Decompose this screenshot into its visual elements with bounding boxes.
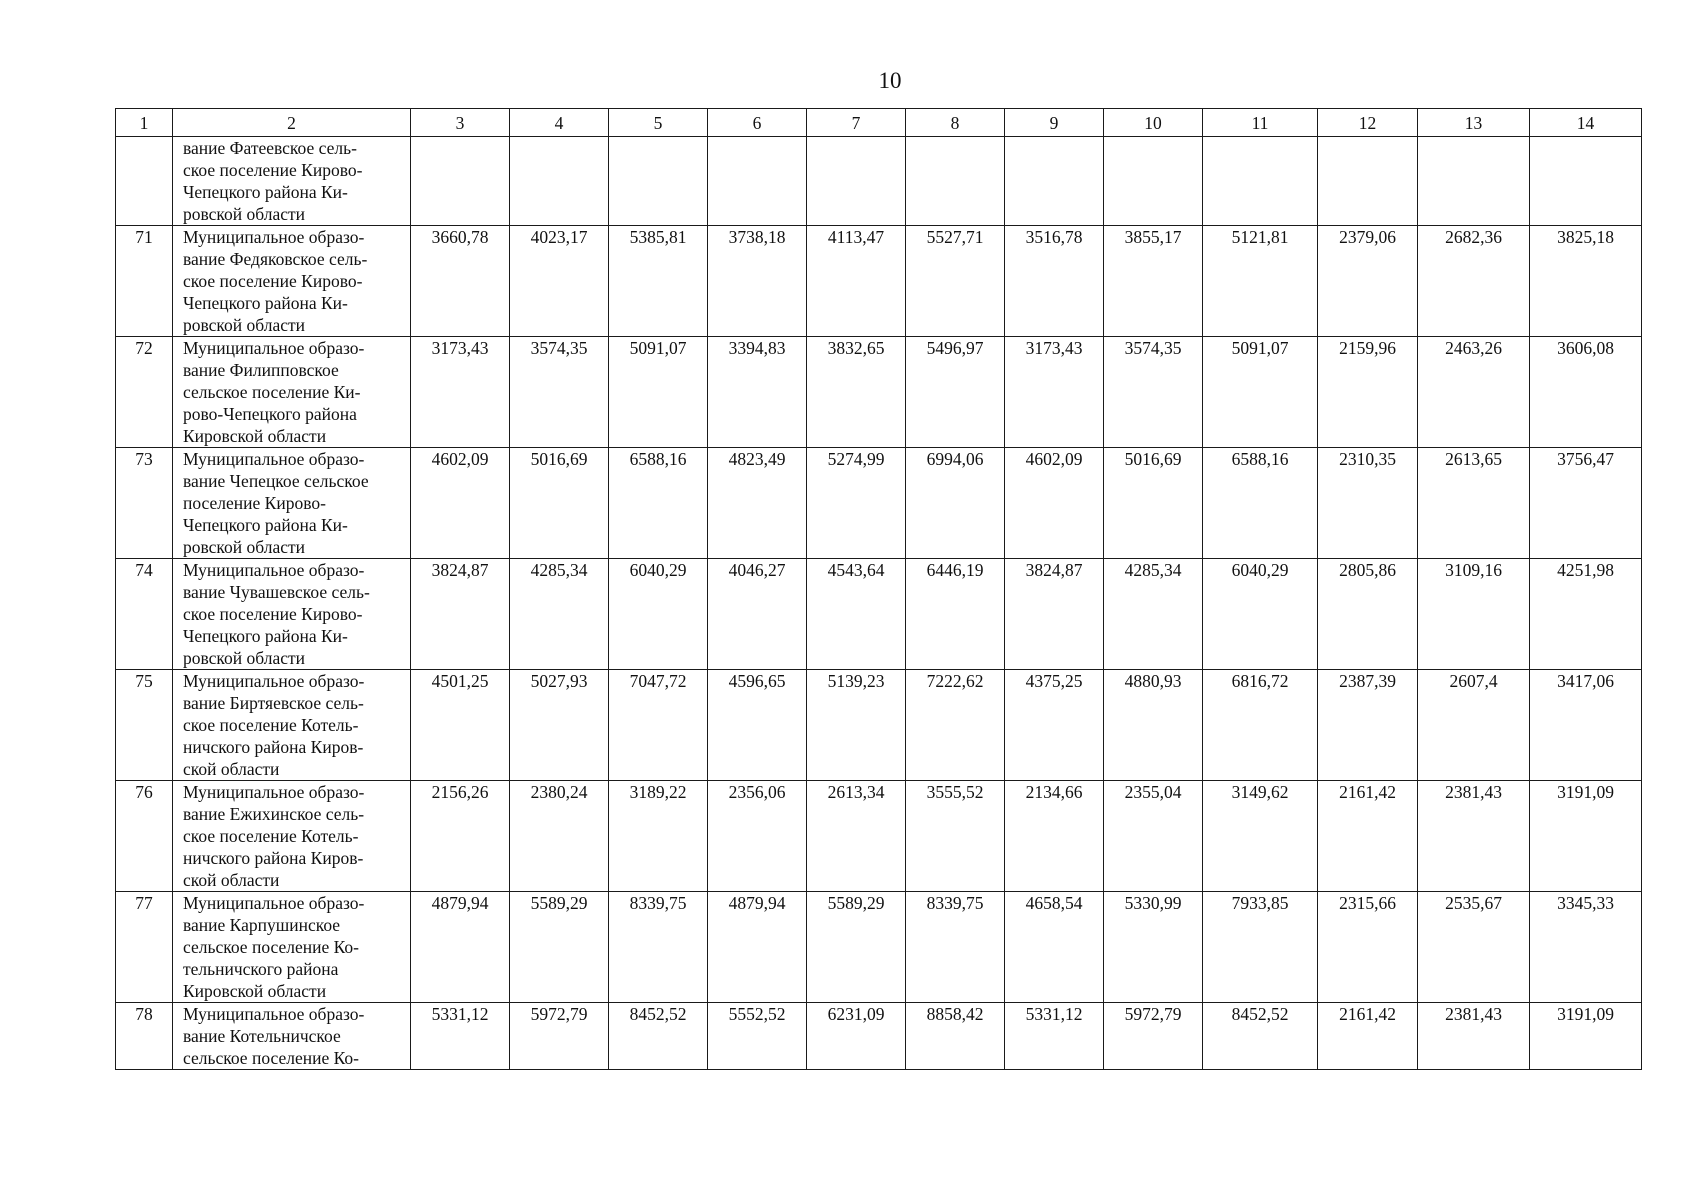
- value-cell-col-12: 2310,35: [1318, 448, 1418, 559]
- value-cell-col-3: 2156,26: [411, 781, 510, 892]
- row-name-line: ское поселение Кирово-: [183, 160, 363, 180]
- row-name-line: Муниципальное образо-: [183, 560, 365, 580]
- column-header-13: 13: [1418, 109, 1530, 137]
- row-name-line: Муниципальное образо-: [183, 671, 365, 691]
- value-cell-col-6: 4879,94: [708, 892, 807, 1003]
- value-cell-col-9: 5331,12: [1005, 1003, 1104, 1070]
- value-cell-col-11: [1203, 137, 1318, 226]
- value-cell-col-5: 6040,29: [609, 559, 708, 670]
- value-cell-col-4: 4285,34: [510, 559, 609, 670]
- row-name-line: сельское поселение Ко-: [183, 1048, 359, 1068]
- value-cell-col-9: 4375,25: [1005, 670, 1104, 781]
- value-cell-col-10: 3855,17: [1104, 226, 1203, 337]
- value-cell-col-10: 3574,35: [1104, 337, 1203, 448]
- value-cell-col-5: 7047,72: [609, 670, 708, 781]
- value-cell-col-8: 3555,52: [906, 781, 1005, 892]
- value-cell-col-4: 5027,93: [510, 670, 609, 781]
- value-cell-col-14: 3191,09: [1530, 781, 1642, 892]
- value-cell-col-6: 3738,18: [708, 226, 807, 337]
- table-row: [116, 1003, 1642, 1070]
- row-name-line: тельничского района: [183, 959, 339, 979]
- column-header-11: 11: [1203, 109, 1318, 137]
- value-cell-col-14: 3191,09: [1530, 1003, 1642, 1070]
- value-cell-col-14: 3825,18: [1530, 226, 1642, 337]
- value-cell-col-5: 6588,16: [609, 448, 708, 559]
- table-row: [116, 892, 1642, 1003]
- row-index: 77: [116, 892, 173, 1003]
- value-cell-col-14: 3417,06: [1530, 670, 1642, 781]
- value-cell-col-4: 5016,69: [510, 448, 609, 559]
- row-name-line: сельское поселение Ко-: [183, 937, 359, 957]
- value-cell-col-12: 2161,42: [1318, 1003, 1418, 1070]
- row-name-line: ской области: [183, 870, 280, 890]
- value-cell-col-8: 5496,97: [906, 337, 1005, 448]
- value-cell-col-5: 8452,52: [609, 1003, 708, 1070]
- row-name-line: вание Фатеевское сель-: [183, 138, 357, 158]
- row-name-line: поселение Кирово-: [183, 493, 326, 513]
- column-header-9: 9: [1005, 109, 1104, 137]
- row-name-line: Муниципальное образо-: [183, 1004, 365, 1024]
- row-name: [173, 559, 411, 670]
- row-name-line: Муниципальное образо-: [183, 338, 365, 358]
- row-name-line: сельское поселение Ки-: [183, 382, 361, 402]
- value-cell-col-7: 5589,29: [807, 892, 906, 1003]
- row-index: 72: [116, 337, 173, 448]
- row-name: [173, 781, 411, 892]
- value-cell-col-7: 2613,34: [807, 781, 906, 892]
- value-cell-col-12: [1318, 137, 1418, 226]
- value-cell-col-7: 5139,23: [807, 670, 906, 781]
- value-cell-col-5: 5385,81: [609, 226, 708, 337]
- row-name-line: ское поселение Кирово-: [183, 271, 363, 291]
- row-index: 74: [116, 559, 173, 670]
- value-cell-col-11: 8452,52: [1203, 1003, 1318, 1070]
- value-cell-col-5: 3189,22: [609, 781, 708, 892]
- value-cell-col-13: 2607,4: [1418, 670, 1530, 781]
- value-cell-col-6: 3394,83: [708, 337, 807, 448]
- value-cell-col-6: [708, 137, 807, 226]
- value-cell-col-12: 2805,86: [1318, 559, 1418, 670]
- value-cell-col-12: 2159,96: [1318, 337, 1418, 448]
- data-table: [115, 108, 1642, 1070]
- row-name-line: вание Карпушинское: [183, 915, 341, 935]
- value-cell-col-10: 5016,69: [1104, 448, 1203, 559]
- row-name-line: Чепецкого района Ки-: [183, 515, 348, 535]
- value-cell-col-4: 5589,29: [510, 892, 609, 1003]
- value-cell-col-7: 3832,65: [807, 337, 906, 448]
- value-cell-col-3: 5331,12: [411, 1003, 510, 1070]
- row-name: [173, 448, 411, 559]
- row-name-line: ское поселение Котель-: [183, 826, 359, 846]
- value-cell-col-8: 8339,75: [906, 892, 1005, 1003]
- value-cell-col-10: 5972,79: [1104, 1003, 1203, 1070]
- value-cell-col-6: 5552,52: [708, 1003, 807, 1070]
- value-cell-col-12: 2161,42: [1318, 781, 1418, 892]
- value-cell-col-7: 4543,64: [807, 559, 906, 670]
- value-cell-col-3: 3824,87: [411, 559, 510, 670]
- value-cell-col-5: 8339,75: [609, 892, 708, 1003]
- row-name: [173, 226, 411, 337]
- value-cell-col-7: 5274,99: [807, 448, 906, 559]
- table-header-row: [116, 109, 1642, 137]
- value-cell-col-3: 4602,09: [411, 448, 510, 559]
- column-header-3: 3: [411, 109, 510, 137]
- value-cell-col-9: 2134,66: [1005, 781, 1104, 892]
- value-cell-col-11: 6588,16: [1203, 448, 1318, 559]
- row-index: 78: [116, 1003, 173, 1070]
- value-cell-col-3: 3660,78: [411, 226, 510, 337]
- table-row: [116, 448, 1642, 559]
- row-name: [173, 137, 411, 226]
- value-cell-col-3: [411, 137, 510, 226]
- value-cell-col-12: 2379,06: [1318, 226, 1418, 337]
- value-cell-col-11: 6040,29: [1203, 559, 1318, 670]
- row-name-line: Муниципальное образо-: [183, 782, 365, 802]
- value-cell-col-9: 4658,54: [1005, 892, 1104, 1003]
- value-cell-col-3: 4879,94: [411, 892, 510, 1003]
- table-row: [116, 781, 1642, 892]
- value-cell-col-7: [807, 137, 906, 226]
- value-cell-col-4: 5972,79: [510, 1003, 609, 1070]
- value-cell-col-6: 2356,06: [708, 781, 807, 892]
- value-cell-col-6: 4823,49: [708, 448, 807, 559]
- value-cell-col-13: 2682,36: [1418, 226, 1530, 337]
- page-number: 10: [878, 68, 902, 93]
- value-cell-col-14: 3756,47: [1530, 448, 1642, 559]
- value-cell-col-10: [1104, 137, 1203, 226]
- value-cell-col-14: 3345,33: [1530, 892, 1642, 1003]
- table-row: [116, 559, 1642, 670]
- column-header-14: 14: [1530, 109, 1642, 137]
- column-header-2: 2: [173, 109, 411, 137]
- row-name-line: вание Филипповское: [183, 360, 339, 380]
- column-header-10: 10: [1104, 109, 1203, 137]
- value-cell-col-8: 5527,71: [906, 226, 1005, 337]
- value-cell-col-13: 3109,16: [1418, 559, 1530, 670]
- row-name-line: ское поселение Котель-: [183, 715, 359, 735]
- column-header-8: 8: [906, 109, 1005, 137]
- value-cell-col-3: 3173,43: [411, 337, 510, 448]
- value-cell-col-12: 2387,39: [1318, 670, 1418, 781]
- row-name-line: вание Чувашевское сель-: [183, 582, 370, 602]
- row-name: [173, 1003, 411, 1070]
- row-name-line: Муниципальное образо-: [183, 893, 365, 913]
- value-cell-col-13: 2613,65: [1418, 448, 1530, 559]
- row-name-line: Кировской области: [183, 426, 327, 446]
- column-header-7: 7: [807, 109, 906, 137]
- value-cell-col-9: 3173,43: [1005, 337, 1104, 448]
- table-row: [116, 137, 1642, 226]
- value-cell-col-11: 5091,07: [1203, 337, 1318, 448]
- value-cell-col-11: 7933,85: [1203, 892, 1318, 1003]
- value-cell-col-8: [906, 137, 1005, 226]
- row-name-line: Чепецкого района Ки-: [183, 626, 348, 646]
- value-cell-col-14: [1530, 137, 1642, 226]
- row-name: [173, 892, 411, 1003]
- value-cell-col-13: [1418, 137, 1530, 226]
- row-name: [173, 670, 411, 781]
- row-name-line: Муниципальное образо-: [183, 449, 365, 469]
- value-cell-col-13: 2381,43: [1418, 1003, 1530, 1070]
- value-cell-col-8: 8858,42: [906, 1003, 1005, 1070]
- value-cell-col-8: 7222,62: [906, 670, 1005, 781]
- value-cell-col-10: 5330,99: [1104, 892, 1203, 1003]
- value-cell-col-5: [609, 137, 708, 226]
- row-name-line: вание Биртяевское сель-: [183, 693, 364, 713]
- row-index: 76: [116, 781, 173, 892]
- value-cell-col-10: 4285,34: [1104, 559, 1203, 670]
- row-name-line: вание Ежихинское сель-: [183, 804, 365, 824]
- value-cell-col-4: 2380,24: [510, 781, 609, 892]
- value-cell-col-9: 4602,09: [1005, 448, 1104, 559]
- row-name-line: Чепецкого района Ки-: [183, 293, 348, 313]
- row-name-line: ровской области: [183, 648, 306, 668]
- row-name-line: ничского района Киров-: [183, 848, 364, 868]
- column-header-6: 6: [708, 109, 807, 137]
- row-name-line: вание Чепецкое сельское: [183, 471, 369, 491]
- row-name-line: ровской области: [183, 537, 306, 557]
- row-name-line: ровской области: [183, 315, 306, 335]
- value-cell-col-4: 4023,17: [510, 226, 609, 337]
- row-name-line: Муниципальное образо-: [183, 227, 365, 247]
- row-index: [116, 137, 173, 226]
- column-header-1: 1: [116, 109, 173, 137]
- value-cell-col-11: 3149,62: [1203, 781, 1318, 892]
- row-name-line: ничского района Киров-: [183, 737, 364, 757]
- row-name-line: ское поселение Кирово-: [183, 604, 363, 624]
- value-cell-col-4: [510, 137, 609, 226]
- column-header-12: 12: [1318, 109, 1418, 137]
- row-name-line: Чепецкого района Ки-: [183, 182, 348, 202]
- row-name-line: вание Котельничское: [183, 1026, 341, 1046]
- table-row: [116, 670, 1642, 781]
- row-name-line: Кировской области: [183, 981, 327, 1001]
- value-cell-col-9: 3516,78: [1005, 226, 1104, 337]
- value-cell-col-9: 3824,87: [1005, 559, 1104, 670]
- row-name-line: ской области: [183, 759, 280, 779]
- value-cell-col-13: 2381,43: [1418, 781, 1530, 892]
- row-name: [173, 337, 411, 448]
- value-cell-col-4: 3574,35: [510, 337, 609, 448]
- value-cell-col-9: [1005, 137, 1104, 226]
- table-row: [116, 226, 1642, 337]
- row-name-line: ровской области: [183, 204, 306, 224]
- value-cell-col-13: 2463,26: [1418, 337, 1530, 448]
- value-cell-col-8: 6446,19: [906, 559, 1005, 670]
- value-cell-col-3: 4501,25: [411, 670, 510, 781]
- value-cell-col-13: 2535,67: [1418, 892, 1530, 1003]
- value-cell-col-7: 6231,09: [807, 1003, 906, 1070]
- value-cell-col-10: 2355,04: [1104, 781, 1203, 892]
- value-cell-col-12: 2315,66: [1318, 892, 1418, 1003]
- row-index: 75: [116, 670, 173, 781]
- value-cell-col-6: 4046,27: [708, 559, 807, 670]
- value-cell-col-8: 6994,06: [906, 448, 1005, 559]
- table-body: [116, 109, 1642, 1070]
- value-cell-col-11: 5121,81: [1203, 226, 1318, 337]
- row-name-line: рово-Чепецкого района: [183, 404, 357, 424]
- value-cell-col-10: 4880,93: [1104, 670, 1203, 781]
- column-header-4: 4: [510, 109, 609, 137]
- table-row: [116, 337, 1642, 448]
- column-header-5: 5: [609, 109, 708, 137]
- row-index: 73: [116, 448, 173, 559]
- value-cell-col-5: 5091,07: [609, 337, 708, 448]
- value-cell-col-6: 4596,65: [708, 670, 807, 781]
- value-cell-col-7: 4113,47: [807, 226, 906, 337]
- value-cell-col-14: 4251,98: [1530, 559, 1642, 670]
- row-index: 71: [116, 226, 173, 337]
- row-name-line: вание Федяковское сель-: [183, 249, 368, 269]
- value-cell-col-11: 6816,72: [1203, 670, 1318, 781]
- value-cell-col-14: 3606,08: [1530, 337, 1642, 448]
